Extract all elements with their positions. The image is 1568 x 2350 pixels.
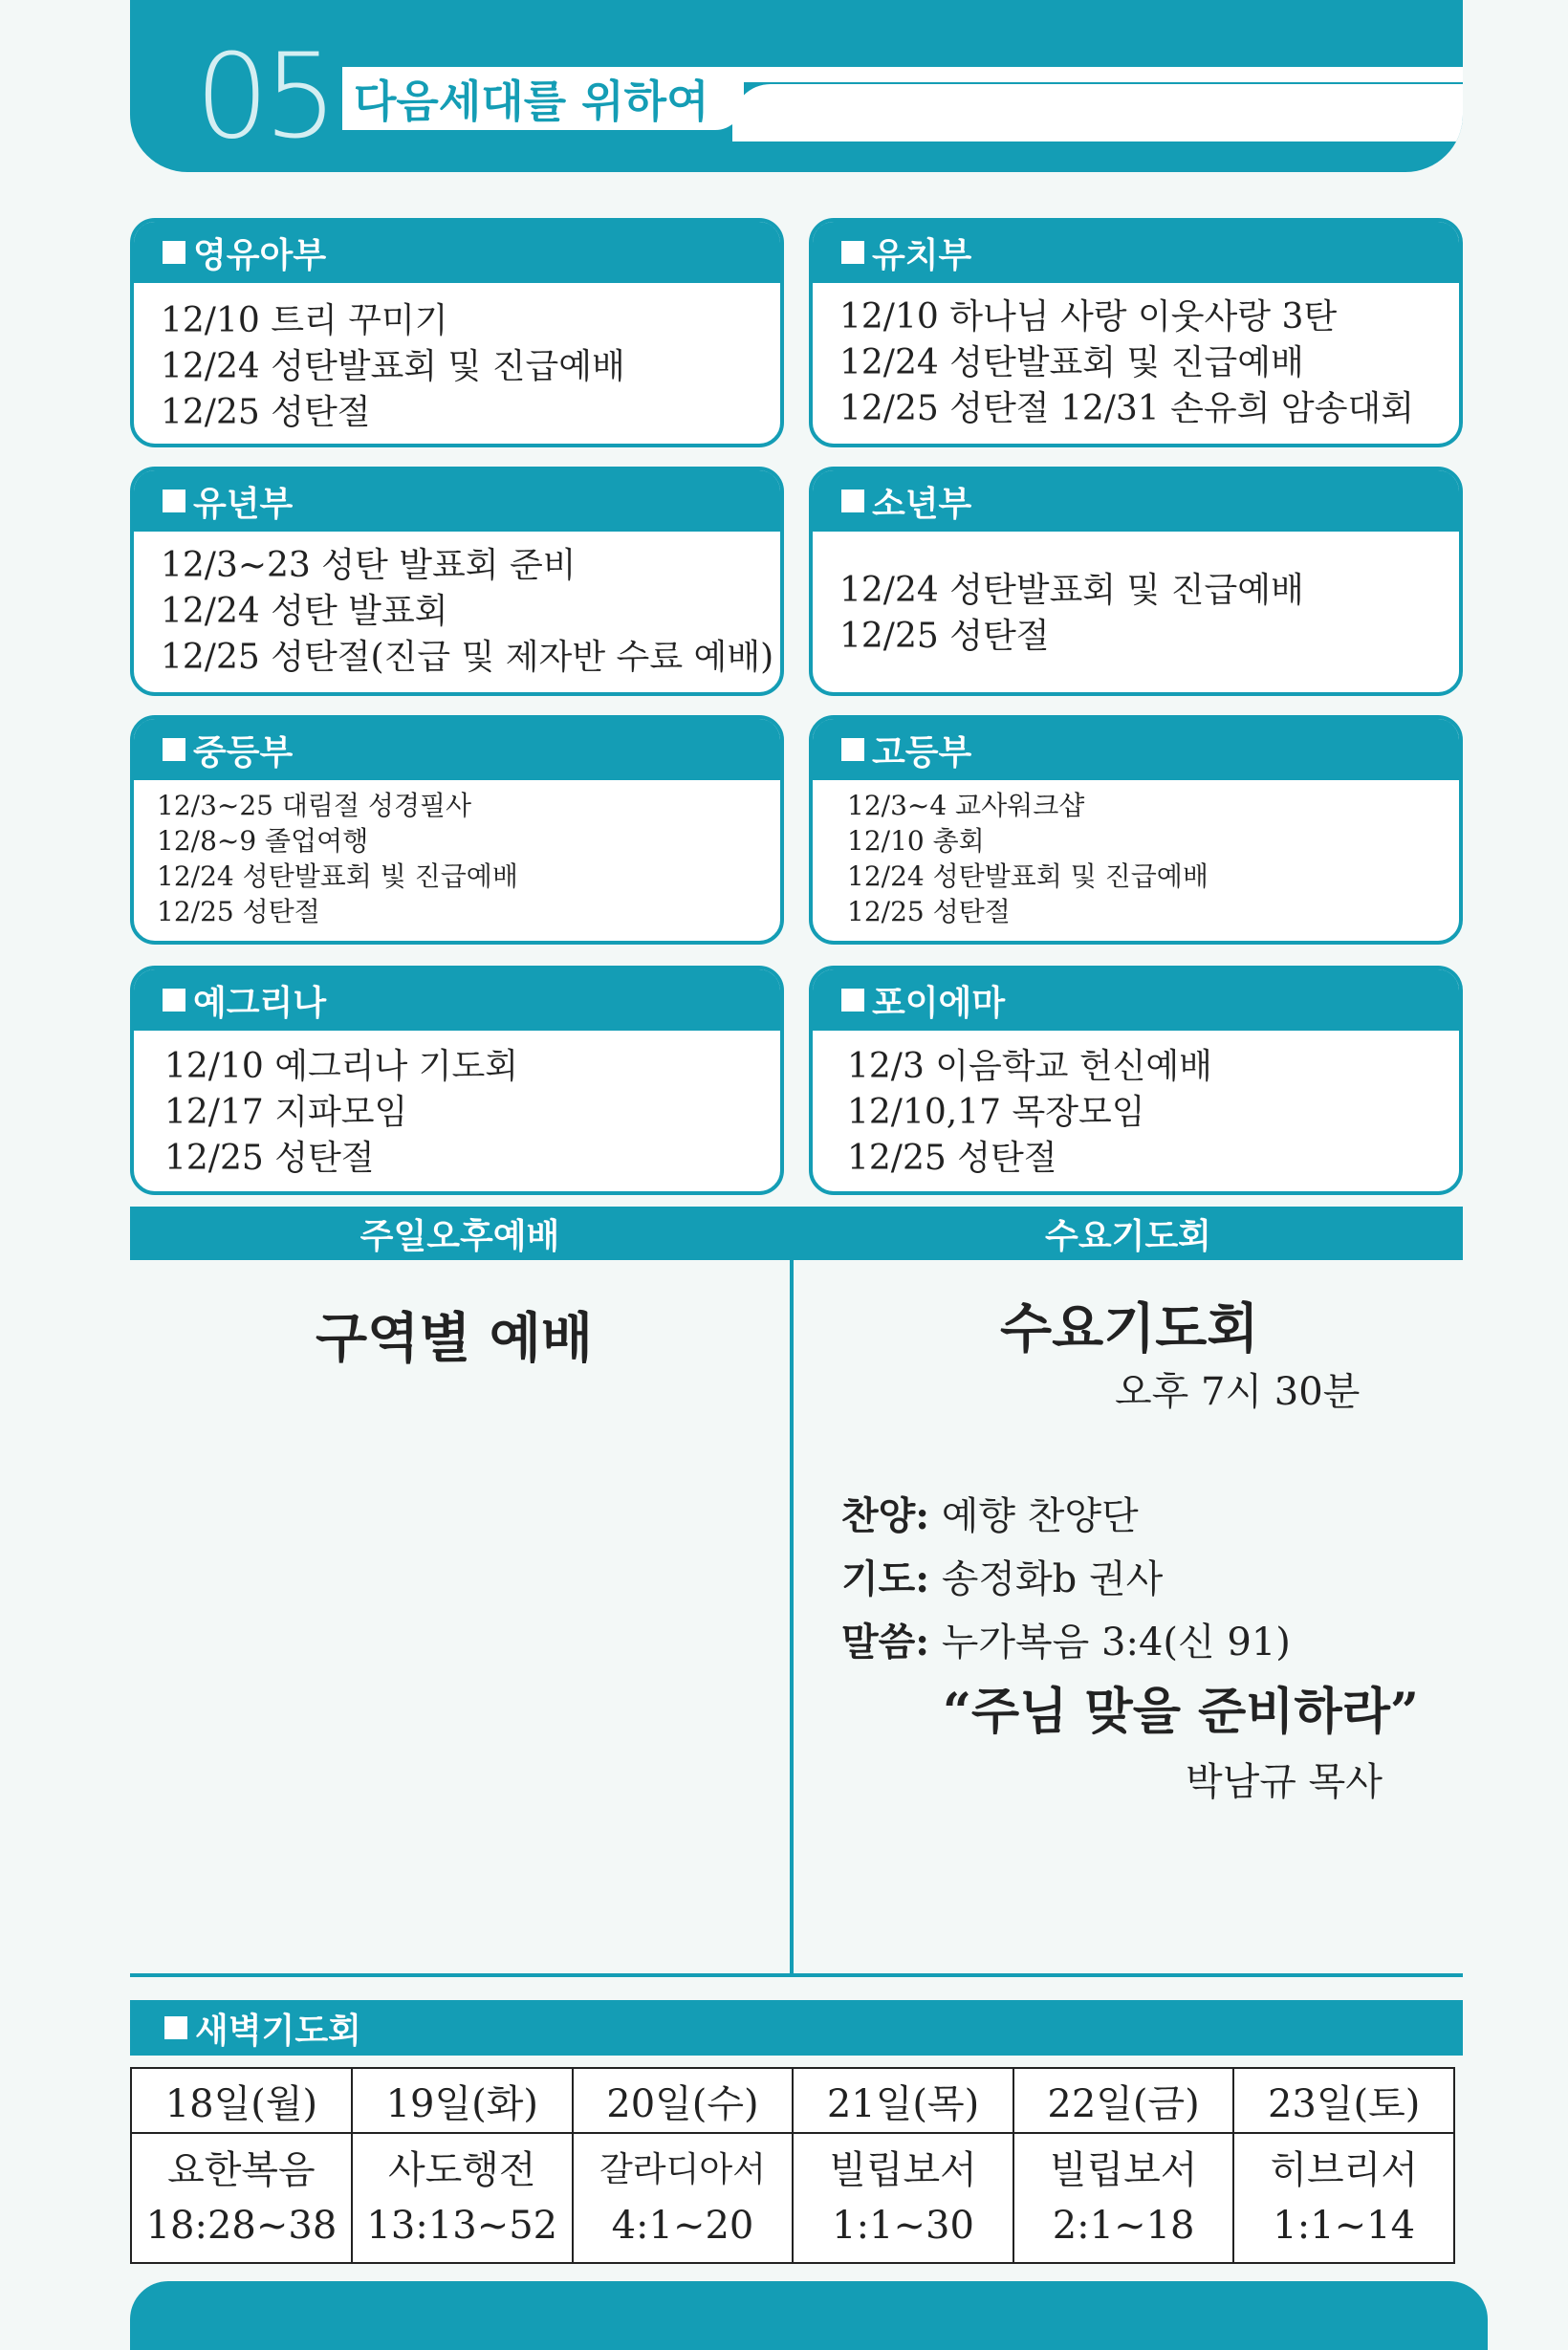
passage-cell: 빌립보서 1:1~30 xyxy=(793,2133,1013,2263)
dept-box-high xyxy=(809,715,1463,945)
dept-header: 소년부 xyxy=(813,470,1459,532)
preacher: 박남규 목사 xyxy=(1186,1760,1383,1804)
dept-box-middle xyxy=(130,715,784,945)
passage-cell: 빌립보서 2:1~18 xyxy=(1013,2133,1234,2263)
dawn-schedule-table xyxy=(130,2067,1455,2264)
square-bullet-icon xyxy=(841,241,864,264)
dept-item: 12/10 예그리나 기도회 xyxy=(164,1047,519,1086)
dept-item: 12/25 성탄절 xyxy=(839,617,1050,656)
day-cell: 18일(월) xyxy=(131,2068,352,2133)
sermon-title: “주님 맞을 준비하라” xyxy=(943,1683,1419,1741)
dept-item: 12/24 성탄발표회 및 진급예배 xyxy=(847,860,1209,892)
dept-item: 12/25 성탄절 xyxy=(157,896,320,927)
table-row xyxy=(131,2133,1454,2263)
dept-item: 12/25 성탄절 xyxy=(161,393,371,432)
dept-item: 12/10,17 목장모임 xyxy=(847,1093,1145,1132)
dept-item: 12/24 성탄발표회 및 진급예배 xyxy=(839,571,1304,610)
wednesday-time: 오후 7시 30분 xyxy=(1115,1370,1361,1414)
section-header xyxy=(130,0,1463,172)
dept-box-yegrina xyxy=(130,966,784,1195)
day-cell: 21일(목) xyxy=(793,2068,1013,2133)
dept-box-poiema xyxy=(809,966,1463,1195)
dept-item: 12/25 성탄절 xyxy=(847,896,1011,927)
dept-item: 12/3~23 성탄 발표회 준비 xyxy=(161,546,577,585)
square-bullet-icon xyxy=(841,738,864,761)
word-row: 말씀: 누가복음 3:4(신 91) xyxy=(841,1620,1291,1665)
dept-item: 12/24 성탄발표회 및 진급예배 xyxy=(161,347,625,386)
square-bullet-icon xyxy=(841,490,864,512)
dept-item: 12/10 총회 xyxy=(847,825,985,857)
sunday-title: 구역별 예배 xyxy=(316,1307,593,1370)
dept-box-kindergarten xyxy=(809,218,1463,447)
dawn-heading: 새벽기도회 xyxy=(130,2000,1463,2056)
day-cell: 22일(금) xyxy=(1013,2068,1234,2133)
square-bullet-icon xyxy=(163,738,185,761)
passage-cell: 요한복음 18:28~38 xyxy=(131,2133,352,2263)
dept-item: 12/24 성탄 발표회 xyxy=(161,592,448,631)
day-cell: 20일(수) xyxy=(573,2068,794,2133)
dept-box-boys xyxy=(809,467,1463,696)
prayer-row: 기도: 송정화b 권사 xyxy=(841,1556,1164,1601)
section-number: 05 xyxy=(195,29,333,164)
wednesday-heading: 수요기도회 xyxy=(794,1207,1463,1260)
wednesday-title: 수요기도회 xyxy=(1000,1297,1259,1360)
day-cell: 19일(화) xyxy=(352,2068,573,2133)
section-title: 다음세대를 위하여 xyxy=(342,67,744,130)
passage-cell: 갈라디아서 4:1~20 xyxy=(573,2133,794,2263)
dept-item: 12/3 이음학교 헌신예배 xyxy=(847,1047,1212,1086)
dept-item: 12/24 성탄발표회 및 진급예배 xyxy=(839,343,1304,382)
dept-header: 예그리나 xyxy=(134,969,780,1031)
dept-item: 12/24 성탄발표회 빛 진급예배 xyxy=(157,860,518,892)
square-bullet-icon xyxy=(841,989,864,1012)
dept-header: 포이에마 xyxy=(813,969,1459,1031)
dept-item: 12/3~4 교사워크샵 xyxy=(847,790,1085,821)
dept-item: 12/25 성탄절 xyxy=(164,1139,375,1178)
dept-item: 12/8~9 졸업여행 xyxy=(157,825,369,857)
passage-cell: 히브리서 1:1~14 xyxy=(1233,2133,1454,2263)
square-bullet-icon xyxy=(163,490,185,512)
dept-item: 12/10 트리 꾸미기 xyxy=(161,301,448,340)
table-row xyxy=(131,2068,1454,2133)
header-bar xyxy=(732,84,1463,141)
dept-header: 고등부 xyxy=(813,719,1459,780)
dept-header: 영유아부 xyxy=(134,222,780,283)
dept-header: 중등부 xyxy=(134,719,780,780)
dept-header: 유치부 xyxy=(813,222,1459,283)
dept-item: 12/10 하나님 사랑 이웃사랑 3탄 xyxy=(839,297,1338,337)
praise-row: 찬양: 예향 찬양단 xyxy=(841,1493,1139,1538)
dept-item: 12/25 성탄절 xyxy=(847,1139,1057,1178)
dept-item: 12/25 성탄절 12/31 손유희 암송대회 xyxy=(839,389,1415,428)
dept-box-children xyxy=(130,467,784,696)
dept-header: 유년부 xyxy=(134,470,780,532)
dept-box-infant xyxy=(130,218,784,447)
sunday-heading: 주일오후예배 xyxy=(130,1207,790,1260)
square-bullet-icon xyxy=(163,241,185,264)
dept-item: 12/25 성탄절(진급 및 제자반 수료 예배) xyxy=(161,638,774,677)
column-divider xyxy=(790,1207,794,1977)
day-cell: 23일(토) xyxy=(1233,2068,1454,2133)
passage-cell: 사도행전 13:13~52 xyxy=(352,2133,573,2263)
section-divider xyxy=(130,1973,1463,1977)
dept-item: 12/3~25 대림절 성경필사 xyxy=(157,790,472,821)
footer-bar xyxy=(130,2281,1488,2350)
dept-item: 12/17 지파모임 xyxy=(164,1093,408,1132)
square-bullet-icon xyxy=(164,2016,187,2039)
square-bullet-icon xyxy=(163,989,185,1012)
